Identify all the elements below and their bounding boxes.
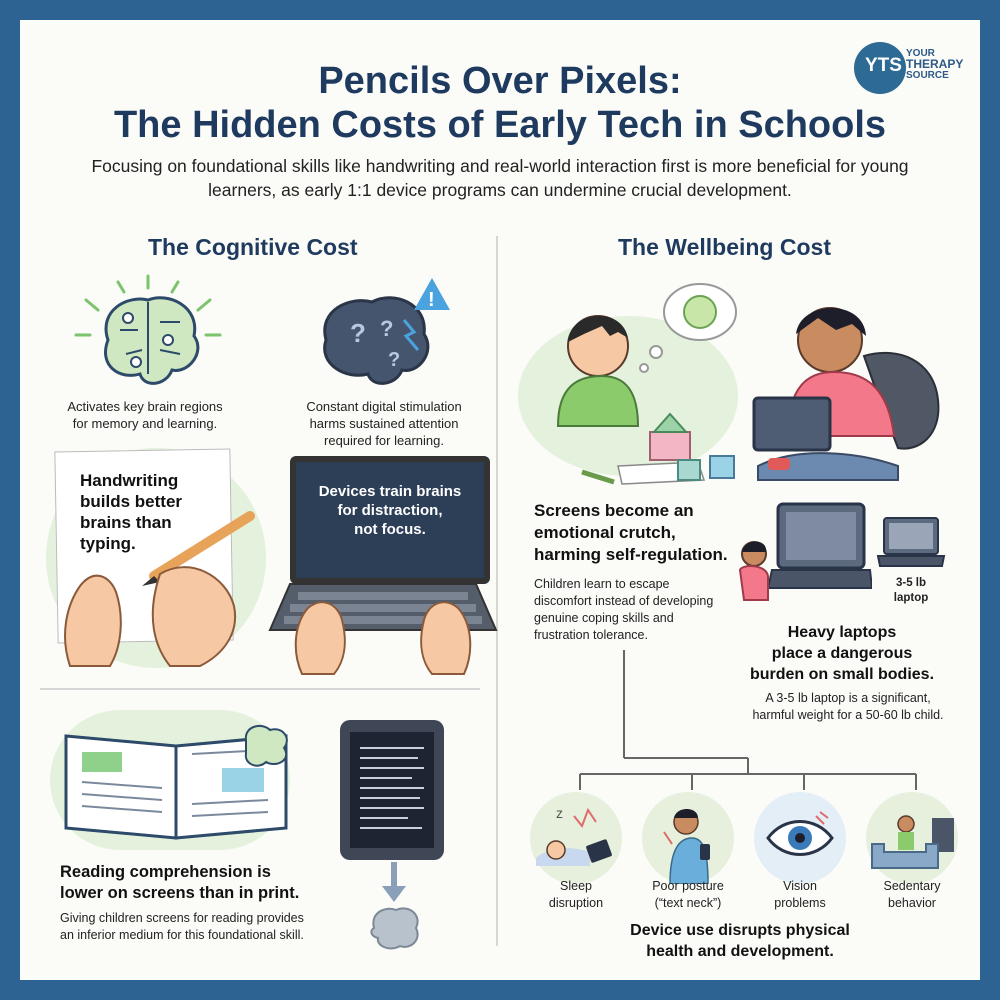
label-line: 3-5 lb (895, 577, 927, 589)
caption-line: Activates key brain regions (67, 399, 223, 414)
note-line: Giving children screens for reading provides (60, 911, 304, 925)
wellbeing-heading: The Wellbeing Cost (618, 234, 831, 260)
label-line: Vision (783, 879, 817, 893)
label-line: behavior (888, 896, 936, 910)
screen-line: for distraction, (337, 502, 443, 519)
note-line: an inferior medium for this foundational skill. (60, 928, 304, 942)
effect-label-sedentary (856, 878, 968, 912)
posture-icon (642, 792, 734, 884)
sleep-disruption-circle (530, 792, 622, 884)
writing-hands-icon (50, 506, 270, 676)
logo-word: THERAPY (906, 57, 964, 71)
label-line: laptop (893, 592, 929, 604)
label-line: Sleep (560, 879, 592, 893)
physical-summary (560, 920, 920, 962)
note-line: Handwriting (80, 471, 179, 490)
heading-line: lower on screens than in print. (60, 884, 300, 902)
summary-line: Device use disrupts physical (630, 922, 850, 939)
caption-line: for memory and learning. (72, 416, 218, 431)
svg-text:z: z (556, 805, 563, 821)
active-brain-icon (68, 270, 228, 400)
keyboard-hands-icon (268, 578, 498, 678)
svg-text:?: ? (388, 349, 401, 371)
summary-line: health and development. (646, 943, 834, 960)
reading-note (60, 910, 304, 944)
stressed-brain-icon (306, 270, 466, 400)
svg-text:?: ? (350, 318, 366, 348)
page-subtitle: Focusing on foundational skills like handwriting and real-world interaction first is more beneficial for young learners, as early 1:1 device programs can undermine crucial development. (91, 156, 909, 200)
screen-line: Devices train brains (318, 483, 462, 500)
eye-icon (754, 792, 846, 884)
logo-word: YOUR (906, 48, 935, 59)
poor-posture-circle (642, 792, 734, 884)
note-line: genuine coping skills and (534, 611, 674, 625)
vision-problems-circle (754, 792, 846, 884)
connector-lines (560, 650, 960, 790)
note-line: frustration tolerance. (534, 628, 648, 642)
effect-label-vision (744, 878, 856, 912)
children-scene-illustration (518, 276, 968, 486)
note-line: brains than (80, 513, 172, 532)
sleep-icon (530, 792, 622, 884)
cognitive-heading: The Cognitive Cost (148, 234, 358, 260)
label-line: Sedentary (883, 879, 941, 893)
logo-initials: YTS (865, 55, 902, 76)
page-title-line1: Pencils Over Pixels: (318, 60, 682, 102)
screen-line: not focus. (354, 521, 426, 538)
note-line: Children learn to escape (534, 577, 670, 591)
svg-text:!: ! (428, 289, 435, 311)
laptop-weight-label (868, 576, 954, 606)
note-line: typing. (80, 534, 136, 553)
laptop-message (298, 482, 482, 539)
label-line: disruption (548, 896, 604, 910)
caption-line: Constant digital stimulation (306, 399, 462, 414)
reading-heading (60, 862, 299, 904)
sedentary-circle (866, 792, 958, 884)
note-line: builds better (80, 492, 183, 511)
stimulation-caption (272, 398, 496, 449)
effect-label-sleep (520, 878, 632, 912)
heading-line: Heavy laptops (787, 624, 897, 641)
brain-caption (40, 398, 250, 432)
open-book-icon (56, 716, 306, 846)
heading-line: burden on small bodies. (749, 666, 935, 683)
couch-icon (866, 792, 958, 884)
label-line: Poor posture (652, 879, 724, 893)
caption-line: harms sustained attention (309, 416, 459, 431)
section-divider (40, 688, 480, 690)
down-arrow-brain-icon (366, 862, 422, 958)
note-line: harmful weight for a 50-60 lb child. (752, 708, 944, 722)
page-title-line2: The Hidden Costs of Early Tech in Schools (113, 104, 887, 146)
note-line: A 3-5 lb laptop is a significant, (765, 691, 931, 705)
label-line: problems (774, 896, 826, 910)
heading-line: Reading comprehension is (60, 863, 271, 881)
heading-line: Screens become an (534, 501, 694, 520)
effect-label-posture (628, 878, 748, 912)
logo-word: SOURCE (906, 70, 949, 81)
heading-line: emotional crutch, (534, 523, 676, 542)
label-line: (“text neck”) (654, 896, 722, 910)
crutch-note (534, 576, 713, 644)
heading-line: place a dangerous (771, 645, 913, 662)
small-laptop-icon (876, 516, 946, 572)
crutch-heading (534, 500, 728, 566)
svg-text:?: ? (380, 316, 394, 341)
caption-line: required for learning. (324, 433, 444, 448)
child-carrying-laptop-icon (732, 500, 872, 610)
tablet-text-lines (358, 742, 428, 842)
heading-line: harming self-regulation. (534, 545, 728, 564)
infographic (20, 20, 980, 980)
note-line: discomfort instead of developing (534, 594, 714, 608)
